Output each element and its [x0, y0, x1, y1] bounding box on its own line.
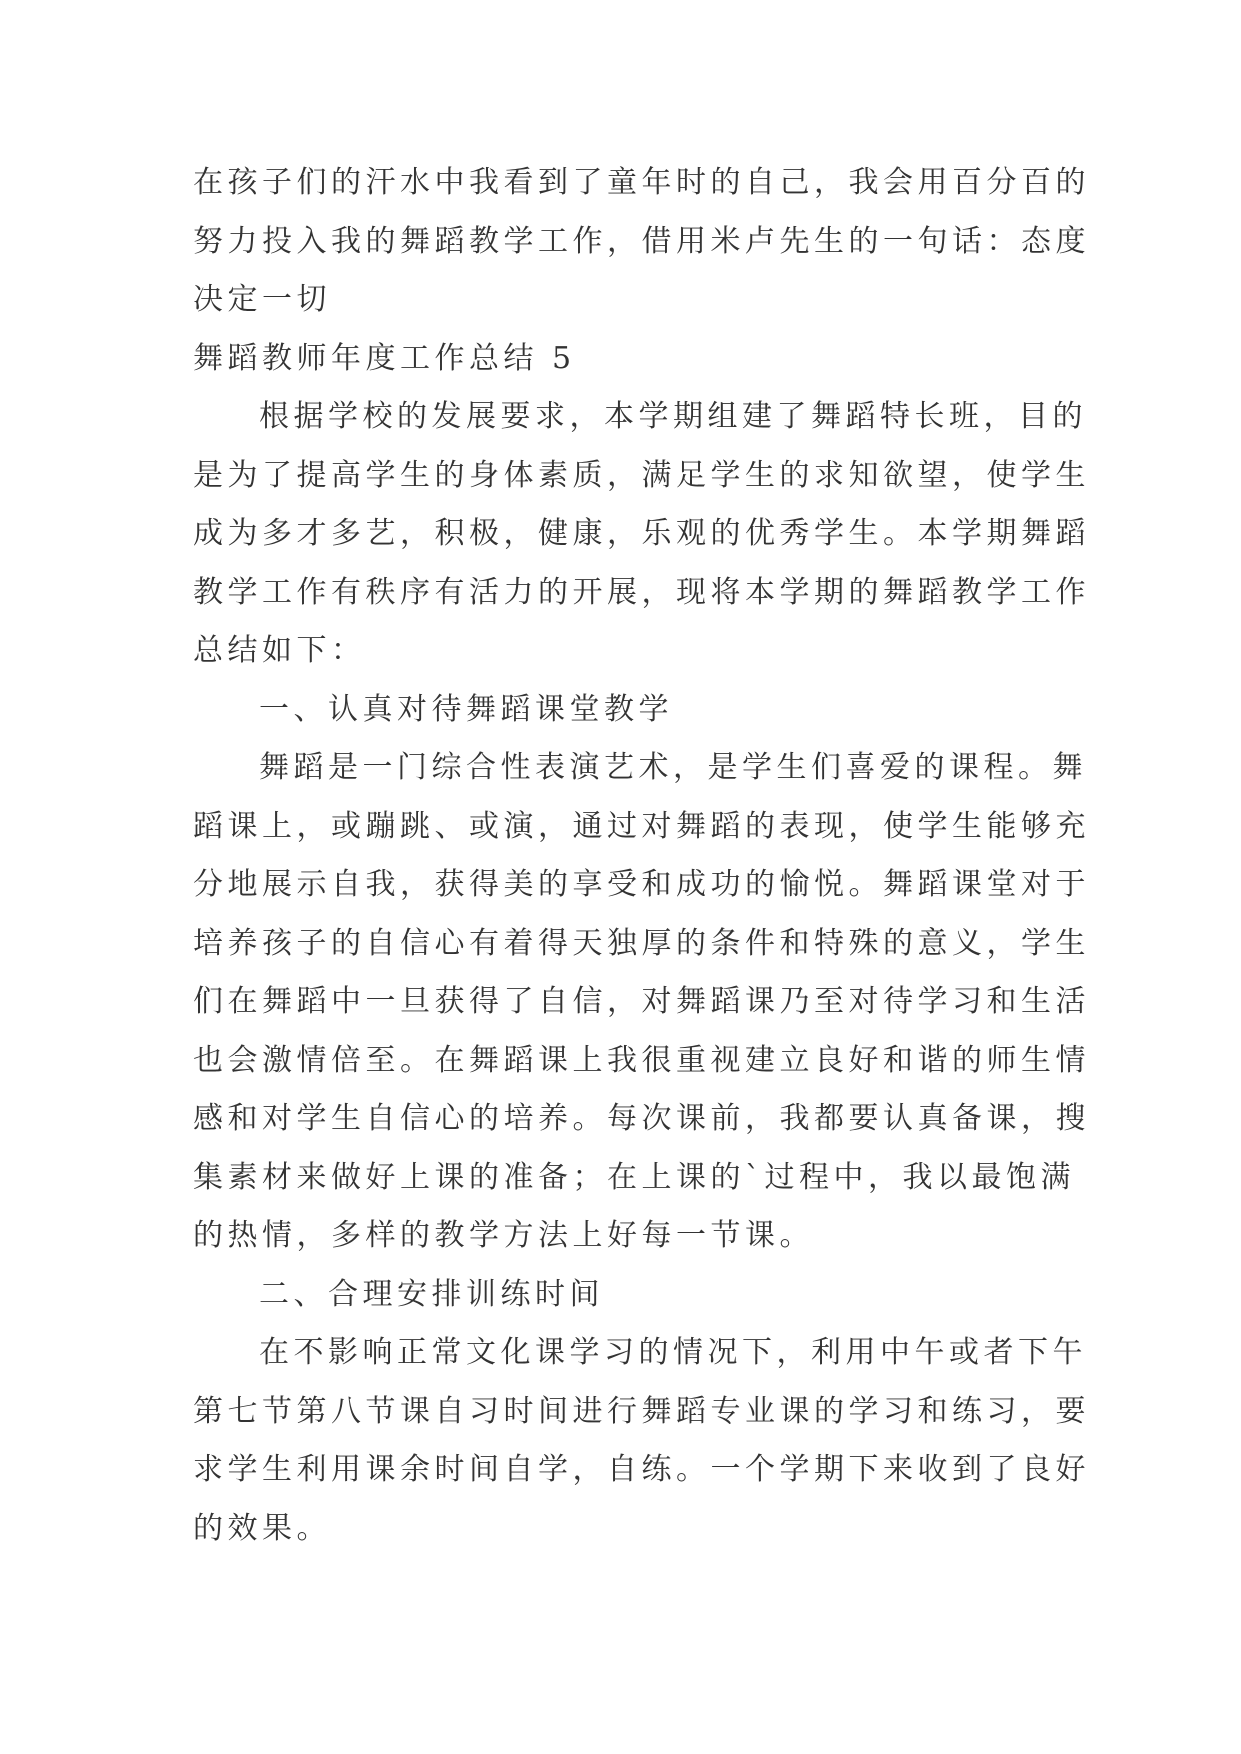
text-line: 努力投入我的舞蹈教学工作，借用米卢先生的一句话：态度 — [193, 223, 1090, 259]
text-line: 在不影响正常文化课学习的情况下，利用中午或者下午 — [259, 1335, 1087, 1370]
text-line: 成为多才多艺，积极，健康，乐观的优秀学生。本学期舞蹈 — [193, 516, 1090, 551]
text-line: 在孩子们的汗水中我看到了童年时的自己，我会用百分百的 — [193, 165, 1090, 200]
text-line: 培养孩子的自信心有着得天独厚的条件和特殊的意义，学生 — [193, 925, 1090, 961]
text-line: 第七节第八节课自习时间进行舞蹈专业课的学习和练习，要 — [193, 1393, 1090, 1429]
text-line: 根据学校的发展要求，本学期组建了舞蹈特长班，目的 — [259, 399, 1087, 434]
subheading: 一、认真对待舞蹈课堂教学 — [259, 691, 673, 727]
text-line: 也会激情倍至。在舞蹈课上我很重视建立良好和谐的师生情 — [193, 1042, 1090, 1078]
text-line: 感和对学生自信心的培养。每次课前，我都要认真备课，搜 — [193, 1101, 1090, 1136]
text-line: 教学工作有秩序有活力的开展，现将本学期的舞蹈教学工作 — [193, 574, 1090, 610]
text-line: 是为了提高学生的身体素质，满足学生的求知欲望，使学生 — [193, 457, 1090, 493]
text-line: 决定一切 — [193, 282, 331, 317]
text-line: 们在舞蹈中一旦获得了自信，对舞蹈课乃至对待学习和生活 — [193, 984, 1090, 1019]
text-line: 分地展示自我，获得美的享受和成功的愉悦。舞蹈课堂对于 — [193, 867, 1090, 902]
text-line: 总结如下： — [193, 633, 366, 668]
text-line: 的热情，多样的教学方法上好每一节课。 — [193, 1218, 814, 1253]
text-line: 求学生利用课余时间自学，自练。一个学期下来收到了良好 — [193, 1452, 1090, 1487]
text-line: 集素材来做好上课的准备；在上课的`过程中，我以最饱满 — [193, 1159, 1075, 1195]
text-line: 舞蹈是一门综合性表演艺术，是学生们喜爱的课程。舞 — [259, 750, 1087, 785]
document-body — [193, 154, 1090, 1558]
subheading: 二、合理安排训练时间 — [259, 1276, 604, 1312]
section-title: 舞蹈教师年度工作总结 5 — [193, 340, 576, 376]
text-line: 的效果。 — [193, 1510, 331, 1546]
text-line: 蹈课上，或蹦跳、或演，通过对舞蹈的表现，使学生能够充 — [193, 808, 1090, 844]
